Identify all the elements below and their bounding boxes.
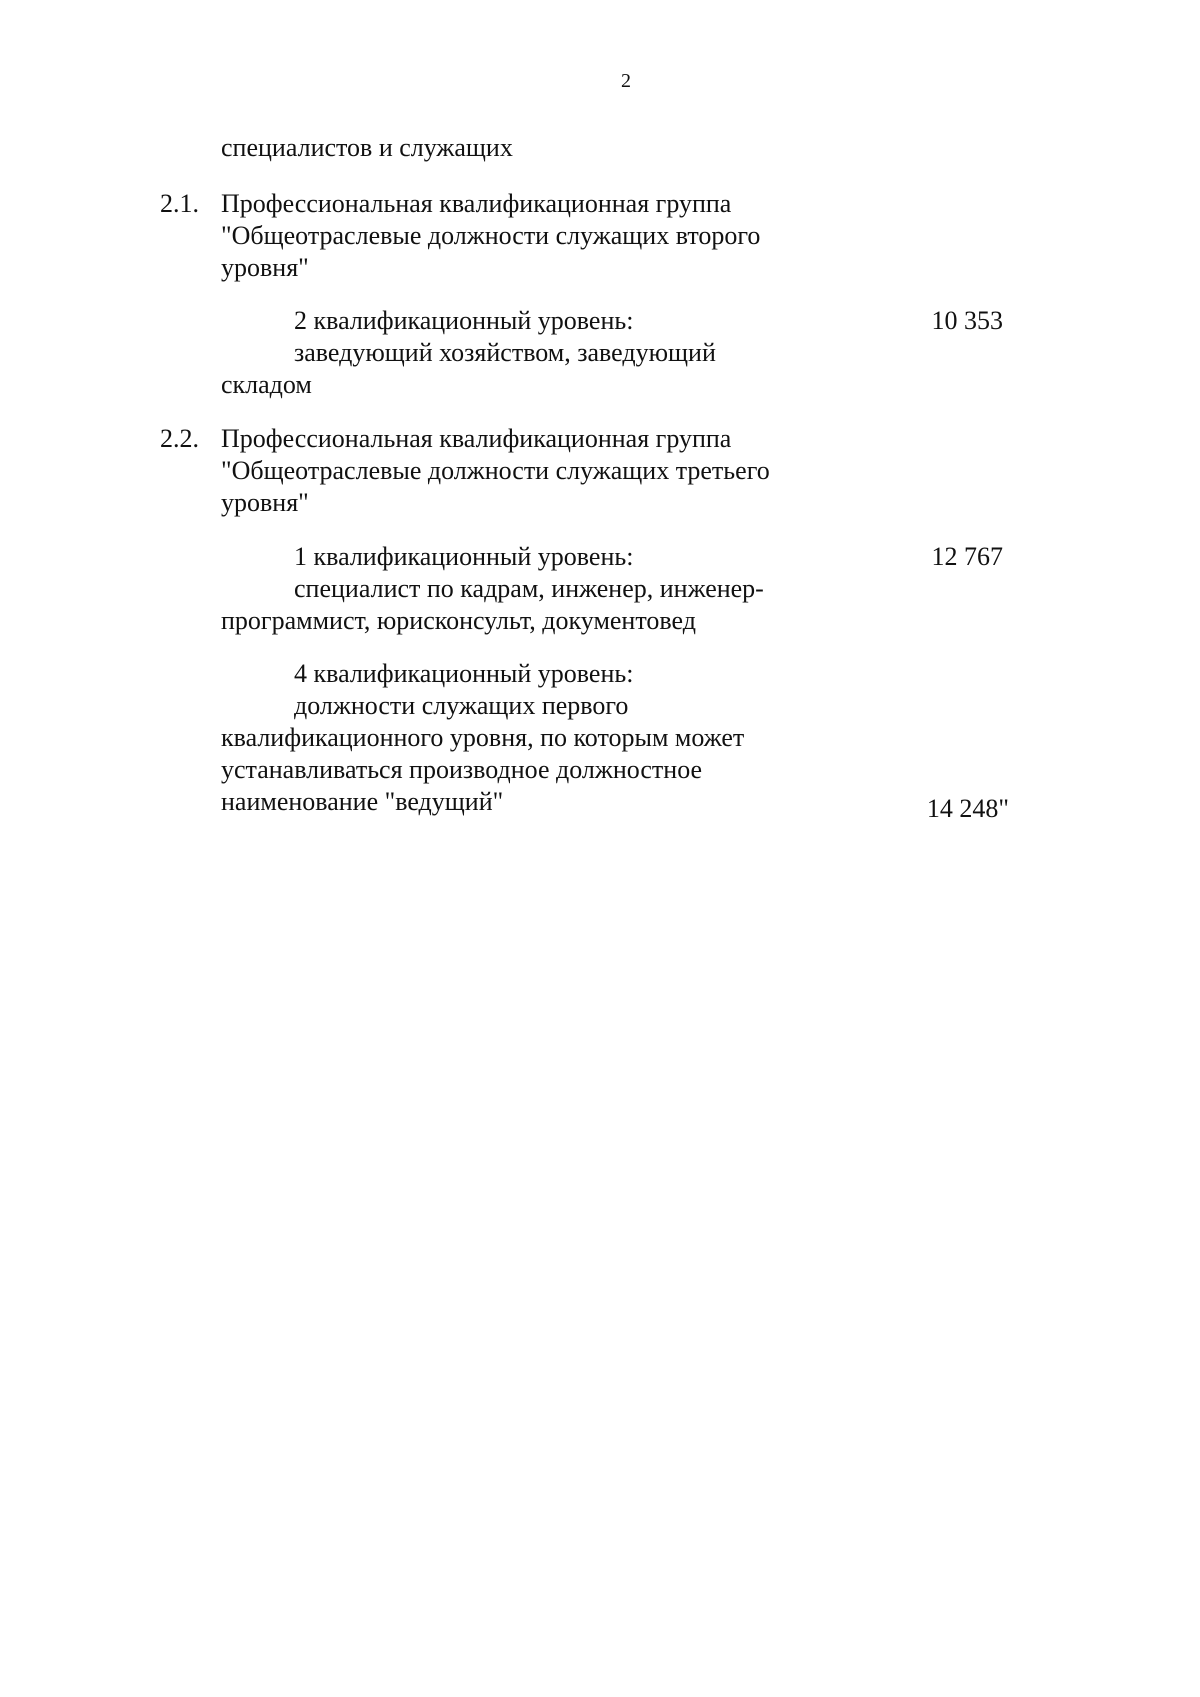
level-heading: 4 квалификационный уровень: [294,659,634,688]
group-title-line: "Общеотраслевые должности служащих второго [221,221,761,250]
level-text-line: специалист по кадрам, инженер, инженер- [294,574,764,603]
page-number: 2 [621,70,631,92]
level-heading: 1 квалификационный уровень: [294,542,634,571]
level-heading: 2 квалификационный уровень: [294,306,634,335]
level-text-line: программист, юрисконсульт, документовед [221,606,696,635]
level-text-line: складом [221,370,312,399]
group-number: 2.2. [160,424,199,453]
group-title-line: уровня" [221,253,309,282]
level-text-line: должности служащих первого [294,691,629,720]
group-number: 2.1. [160,189,199,218]
group-title-line: уровня" [221,488,309,517]
level-amount: 12 767 [931,542,1003,571]
intro-continuation: специалистов и служащих [221,133,513,162]
level-amount: 14 248" [926,794,1009,823]
group-title-line: "Общеотраслевые должности служащих третьего [221,456,770,485]
level-text-line: наименование "ведущий" [221,787,504,816]
level-text-line: квалификационного уровня, по которым может [221,723,745,752]
group-title-line: Профессиональная квалификационная группа [221,424,732,453]
level-amount: 10 353 [931,306,1003,335]
level-text-line: устанавливаться производное должностное [221,755,703,784]
group-title-line: Профессиональная квалификационная группа [221,189,732,218]
level-text-line: заведующий хозяйством, заведующий [294,338,716,367]
